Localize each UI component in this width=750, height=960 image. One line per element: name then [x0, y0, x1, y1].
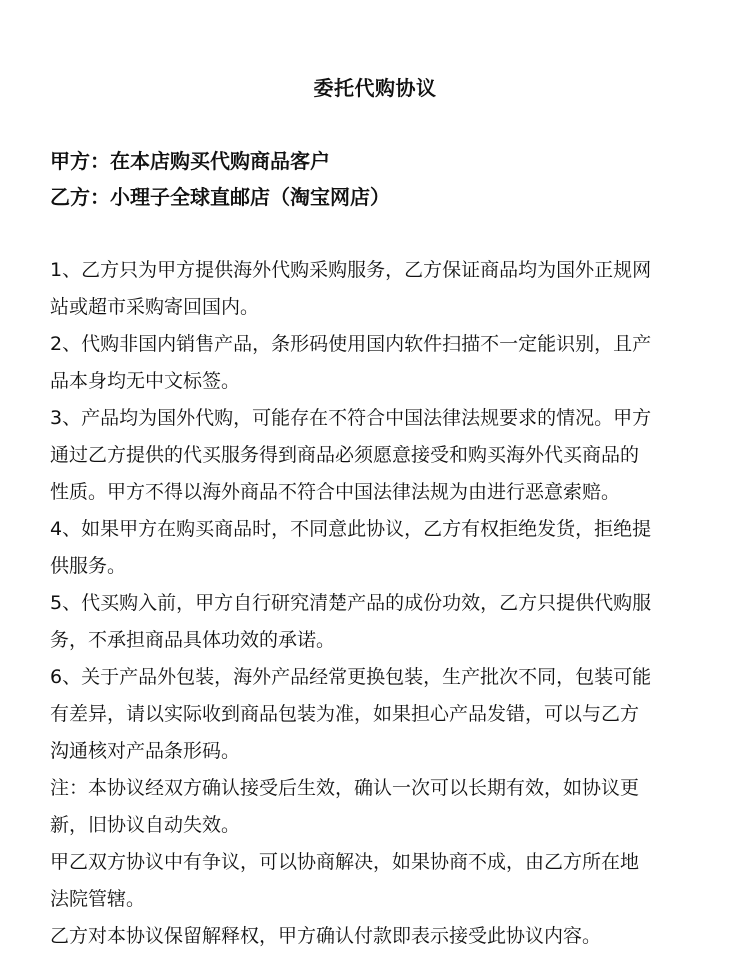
text-line: 4、如果甲方在购买商品时，不同意此协议，乙方有权拒绝发货，拒绝提 [50, 518, 652, 540]
clause-4 [50, 511, 710, 585]
text-line: 通过乙方提供的代买服务得到商品必须愿意接受和购买海外代买商品的 [50, 444, 640, 466]
text-line: 甲乙双方协议中有争议，可以协商解决，如果协商不成，由乙方所在地 [50, 851, 640, 873]
text-line: 法院管辖。 [50, 888, 146, 910]
clause-5 [50, 585, 710, 659]
text-line: 性质。甲方不得以海外商品不符合中国法律法规为由进行恶意索赔。 [50, 481, 621, 503]
party-b: 乙方：小理子全球直邮店（淘宝网店） [50, 185, 390, 209]
text-line: 新，旧协议自动失效。 [50, 814, 241, 836]
text-line: 6、关于产品外包装，海外产品经常更换包装，生产批次不同，包装可能 [50, 666, 652, 688]
party-a: 甲方：在本店购买代购商品客户 [50, 149, 330, 173]
text-line: 站或超市采购寄回国内。 [50, 296, 260, 318]
clauses-section [50, 252, 710, 955]
clause-3 [50, 400, 710, 511]
text-line: 供服务。 [50, 555, 127, 577]
text-line: 有差异，请以实际收到商品包装为准，如果担心产品发错，可以与乙方 [50, 703, 640, 725]
clause-2 [50, 326, 710, 400]
document-title: 委托代购协议 [313, 76, 437, 100]
text-line: 2、代购非国内销售产品，条形码使用国内软件扫描不一定能识别，且产 [50, 333, 652, 355]
text-line: 5、代买购入前，甲方自行研究清楚产品的成份功效，乙方只提供代购服 [50, 592, 652, 614]
dispute-paragraph [50, 844, 710, 918]
text-line: 注：本协议经双方确认接受后生效，确认一次可以长期有效，如协议更 [50, 777, 640, 799]
note-paragraph [50, 770, 710, 844]
clause-6 [50, 659, 710, 770]
text-line: 沟通核对产品条形码。 [50, 740, 241, 762]
interpretation-paragraph [50, 918, 710, 955]
clause-1 [50, 252, 710, 326]
text-line: 1、乙方只为甲方提供海外代购采购服务，乙方保证商品均为国外正规网 [50, 259, 652, 281]
text-line: 品本身均无中文标签。 [50, 370, 241, 392]
text-line: 3、产品均为国外代购，可能存在不符合中国法律法规要求的情况。甲方 [50, 407, 652, 429]
text-line: 务，不承担商品具体功效的承诺。 [50, 629, 336, 651]
parties-section [50, 143, 700, 215]
text-line: 乙方对本协议保留解释权，甲方确认付款即表示接受此协议内容。 [50, 925, 602, 947]
